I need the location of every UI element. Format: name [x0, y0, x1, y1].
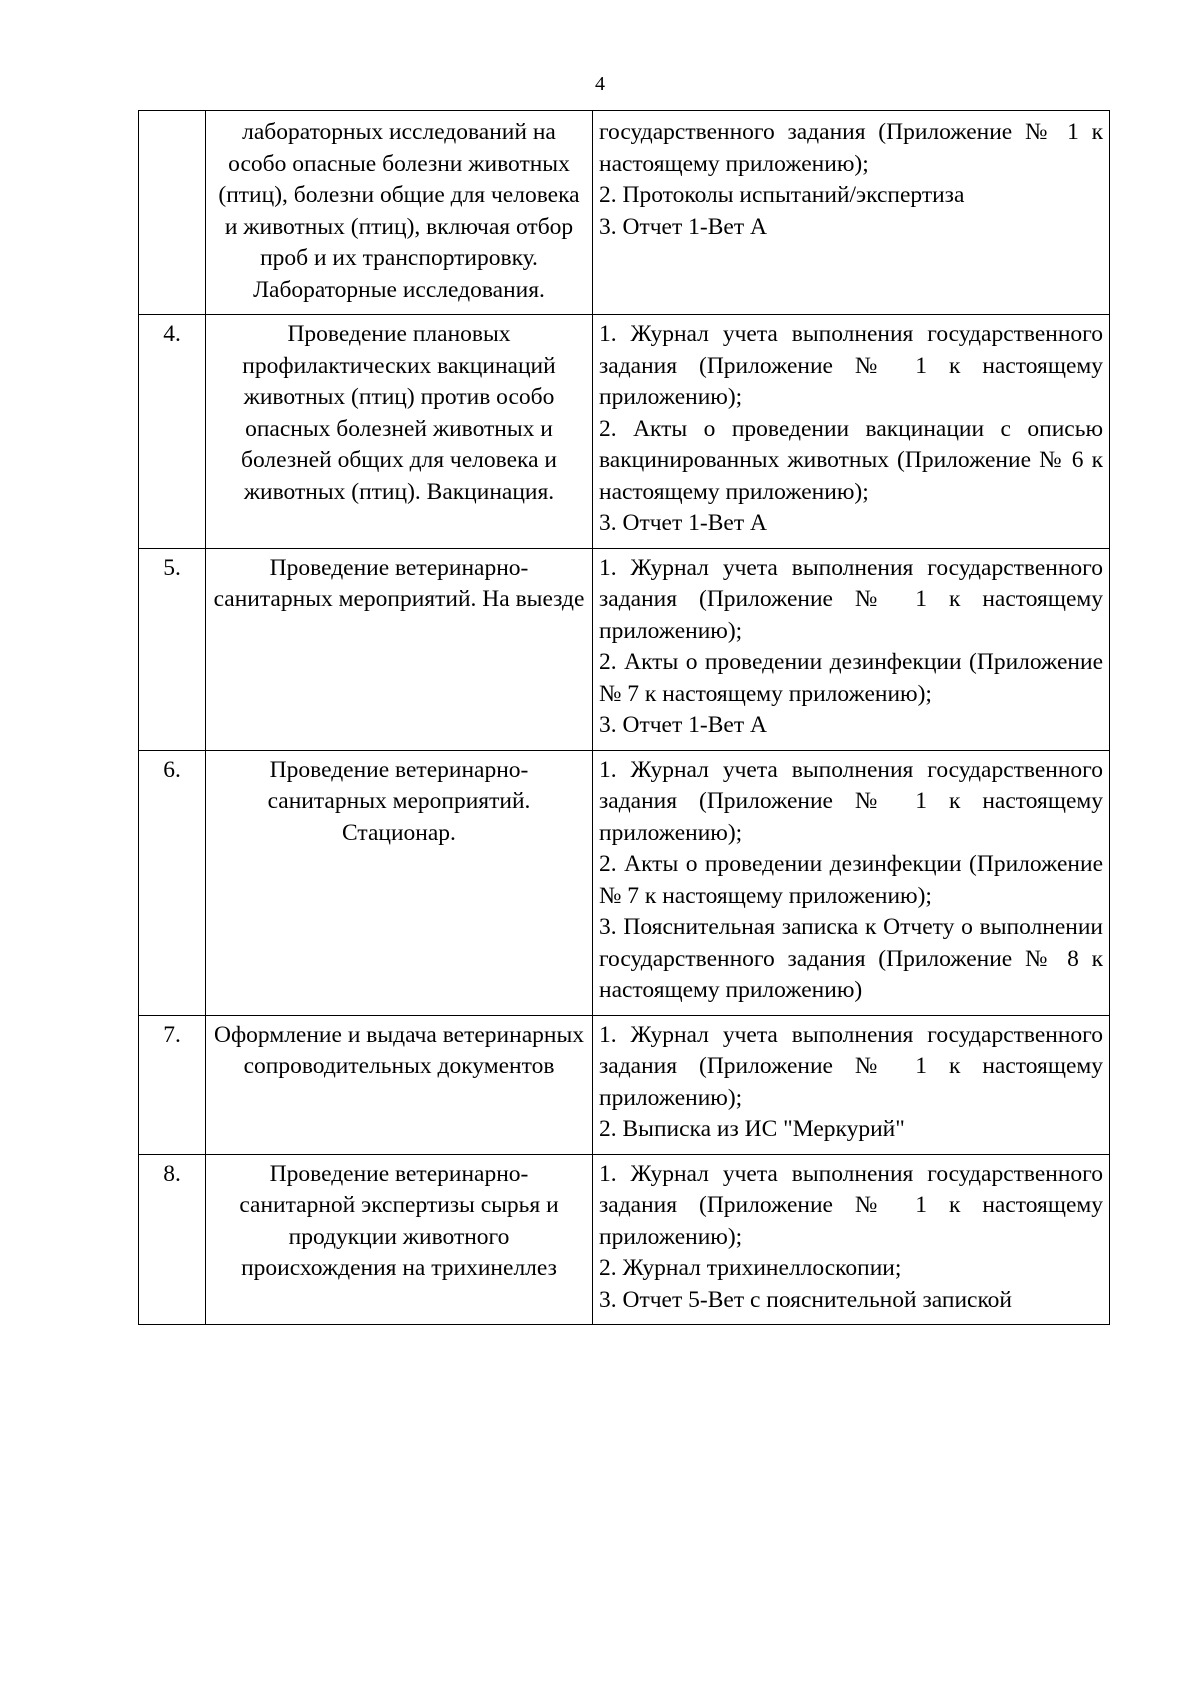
- supporting-documents: [593, 750, 1110, 1015]
- page-number: 4: [595, 73, 605, 95]
- table-row: [139, 750, 1110, 1015]
- table-row: [139, 315, 1110, 549]
- table-row: [139, 1154, 1110, 1325]
- document-item: 3. Отчет 1-Вет А: [599, 213, 767, 240]
- row-number: 6.: [139, 750, 206, 1015]
- service-name: лабораторных исследований на особо опасные болезни животных (птиц), болезни общие для человека и животных (птиц), включая отбор проб и их транспортировку. Лабораторные исследования.: [206, 111, 593, 315]
- table-row: [139, 111, 1110, 315]
- document-item: 2. Протоколы испытаний/экспертиза: [599, 182, 965, 208]
- document-item: 1. Журнал учета выполнения государственного задания (Приложение № 1 к настоящему приложению);: [599, 1021, 1103, 1111]
- row-number: 8.: [139, 1154, 206, 1325]
- document-item: 3. Отчет 1-Вет А: [599, 510, 767, 536]
- row-number: 7.: [139, 1015, 206, 1154]
- supporting-documents: [593, 1015, 1110, 1154]
- service-name: Проведение ветеринарно-санитарной экспертизы сырья и продукции животного происхождения на трихинеллез: [206, 1154, 593, 1325]
- supporting-documents: [593, 111, 1110, 315]
- document-item: 3. Отчет 5-Вет с пояснительной запиской: [599, 1286, 1012, 1313]
- table-row: [139, 548, 1110, 750]
- supporting-documents: [593, 315, 1110, 549]
- document-item: 3. Пояснительная записка к Отчету о выполнении государственного задания (Приложение № 8 к настоящему приложению): [599, 914, 1103, 1003]
- supporting-documents: [593, 548, 1110, 750]
- service-name: Оформление и выдача ветеринарных сопроводительных документов: [206, 1015, 593, 1154]
- table-row: [139, 1015, 1110, 1154]
- row-number: [139, 111, 206, 315]
- document-item: 1. Журнал учета выполнения государственного задания (Приложение № 1 к настоящему приложению);: [599, 756, 1103, 846]
- row-number: 5.: [139, 548, 206, 750]
- document-item: 1. Журнал учета выполнения государственного задания (Приложение № 1 к настоящему приложению);: [599, 554, 1103, 644]
- service-name: Проведение плановых профилактических вакцинаций животных (птиц) против особо опасных болезней животных и болезней общих для человека и животных (птиц). Вакцинация.: [206, 315, 593, 549]
- document-item: 2. Выписка из ИС "Меркурий": [599, 1116, 905, 1142]
- document-item: 1. Журнал учета выполнения государственного задания (Приложение № 1 к настоящему приложению);: [599, 321, 1103, 410]
- document-item: 2. Журнал трихинеллоскопии;: [599, 1255, 902, 1281]
- document-item: 2. Акты о проведении дезинфекции (Приложение № 7 к настоящему приложению);: [599, 851, 1103, 909]
- document-item: 2. Акты о проведении дезинфекции (Приложение № 7 к настоящему приложению);: [599, 649, 1103, 707]
- document-item: государственного задания (Приложение № 1 к настоящему приложению);: [599, 119, 1103, 177]
- document-item: 3. Отчет 1-Вет А: [599, 712, 767, 738]
- document-item: 2. Акты о проведении вакцинации с описью вакцинированных животных (Приложение № 6 к настоящему приложению);: [599, 415, 1103, 505]
- document-item: 1. Журнал учета выполнения государственного задания (Приложение № 1 к настоящему приложению);: [599, 1160, 1103, 1250]
- service-name: Проведение ветеринарно-санитарных мероприятий. Стационар.: [206, 750, 593, 1015]
- supporting-documents: [593, 1154, 1110, 1325]
- service-name: Проведение ветеринарно-санитарных мероприятий. На выезде: [206, 548, 593, 750]
- services-table: [138, 110, 1110, 1325]
- row-number: 4.: [139, 315, 206, 549]
